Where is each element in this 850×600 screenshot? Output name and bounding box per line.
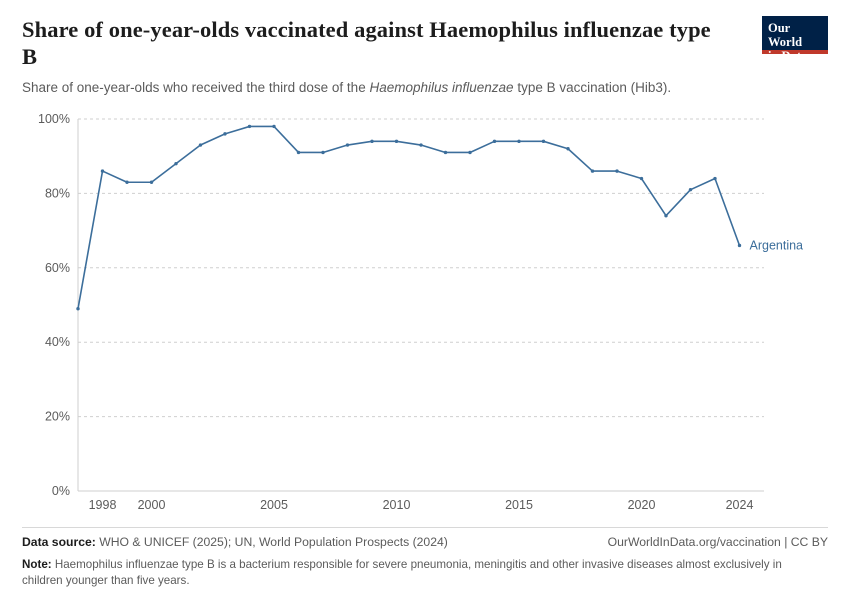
data-source-label: Data source: — [22, 535, 96, 549]
series-point[interactable] — [615, 169, 618, 172]
series-point[interactable] — [76, 307, 79, 310]
series-point[interactable] — [640, 177, 643, 180]
series-point[interactable] — [101, 169, 104, 172]
y-axis-tick-label: 80% — [44, 186, 70, 201]
series-point[interactable] — [468, 151, 471, 154]
series-point[interactable] — [223, 132, 226, 135]
y-axis-tick-label: 100% — [38, 112, 70, 126]
series-point[interactable] — [664, 214, 667, 217]
y-axis-tick-label: 0% — [51, 484, 70, 498]
line-chart[interactable] — [22, 109, 828, 524]
x-axis-tick-label: 2010 — [382, 498, 411, 512]
series-point[interactable] — [444, 151, 447, 154]
series-point[interactable] — [689, 188, 692, 191]
owid-logo-line-1: Our World — [768, 21, 803, 49]
series-point[interactable] — [566, 147, 569, 150]
owid-logo[interactable] — [762, 16, 828, 63]
series-point[interactable] — [419, 143, 422, 146]
chart-canvas — [22, 109, 828, 524]
data-source-text: WHO & UNICEF (2025); UN, World Population Prospects (2024) — [95, 535, 448, 549]
x-axis-tick-label: 2024 — [725, 498, 754, 512]
series-point[interactable] — [125, 181, 128, 184]
y-axis-tick-label: 40% — [44, 335, 70, 350]
chart-footer — [22, 527, 828, 588]
series-point[interactable] — [738, 244, 741, 247]
owid-logo-line-2: in Data — [768, 49, 808, 63]
note-text: Haemophilus influenzae type B is a bacterium responsible for severe pneumonia, meningitis and other invasive diseases almost exclusively in children younger than five years. — [22, 558, 782, 587]
series-point[interactable] — [199, 143, 202, 146]
page-title: Share of one-year-olds vaccinated against Haemophilus influenzae type B — [22, 17, 711, 69]
series-point[interactable] — [174, 162, 177, 165]
x-axis-tick-label: 1998 — [88, 498, 117, 512]
series-point[interactable] — [248, 125, 251, 128]
subtitle-italic-term: Haemophilus influenzae — [369, 80, 514, 95]
chart-subtitle — [22, 79, 752, 97]
y-axis-tick-label: 20% — [44, 409, 70, 424]
series-point[interactable] — [321, 151, 324, 154]
footer-divider — [22, 527, 828, 528]
chart-note — [22, 557, 782, 588]
series-point[interactable] — [517, 140, 520, 143]
x-axis-tick-label: 2000 — [137, 498, 166, 512]
attribution-link[interactable]: OurWorldInData.org/vaccination | CC BY — [607, 535, 828, 549]
x-axis-tick-label: 2020 — [627, 498, 656, 512]
series-point[interactable] — [591, 169, 594, 172]
series-point[interactable] — [493, 140, 496, 143]
note-label: Note: — [22, 558, 52, 571]
y-axis-tick-label: 60% — [44, 260, 70, 275]
series-point[interactable] — [395, 140, 398, 143]
subtitle-part-2: type B vaccination (Hib3). — [513, 80, 672, 95]
series-point[interactable] — [272, 125, 275, 128]
data-source — [22, 535, 448, 549]
x-axis-tick-label: 2015 — [505, 498, 533, 512]
footer-row — [22, 535, 828, 549]
series-end-label[interactable]: Argentina — [749, 238, 804, 253]
series-point[interactable] — [370, 140, 373, 143]
series-point[interactable] — [542, 140, 545, 143]
series-line[interactable] — [78, 126, 740, 308]
series-point[interactable] — [346, 143, 349, 146]
subtitle-part-1: Share of one-year-olds who received the third dose of the — [22, 80, 370, 95]
x-axis-tick-label: 2005 — [260, 498, 288, 512]
chart-header — [22, 16, 828, 97]
series-point[interactable] — [713, 177, 716, 180]
series-point[interactable] — [150, 181, 153, 184]
series-point[interactable] — [297, 151, 300, 154]
